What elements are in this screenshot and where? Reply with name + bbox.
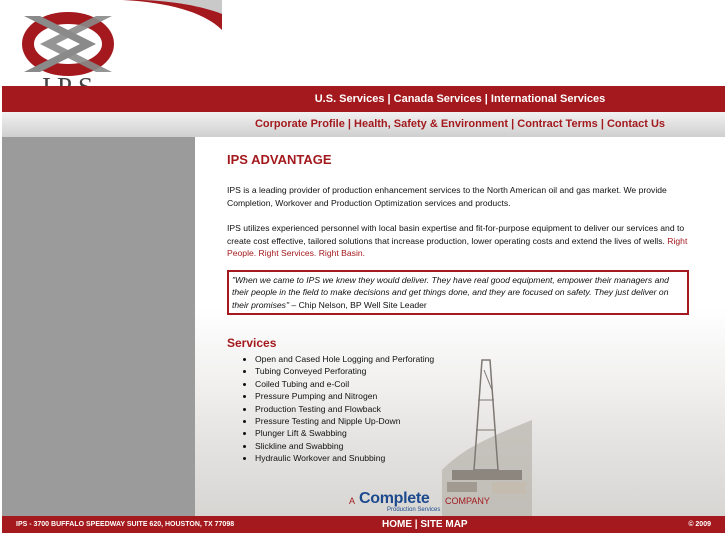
footer-sitemap-link[interactable]: SITE MAP	[420, 519, 468, 530]
quote-text: "When we came to IPS we knew they would deliver. They have real good equipment, empower their managers and their people in the field to make decisions and get things done, and they are focused on safety. They just deliver on their promises"	[232, 274, 669, 310]
list-item: • Pressure Testing and Nipple Up-Down	[255, 415, 689, 427]
page	[2, 0, 725, 533]
nav-international-services[interactable]: International Services	[490, 93, 606, 105]
list-item: • Hydraulic Workover and Snubbing	[255, 452, 689, 464]
nav-contract-terms[interactable]: Contract Terms	[517, 118, 598, 130]
footer	[2, 516, 725, 533]
list-item: • Open and Cased Hole Logging and Perforating	[255, 353, 689, 365]
nav-contact-us[interactable]: Contact Us	[606, 118, 666, 130]
nav-health-safety-environment[interactable]: Health, Safety & Environment	[354, 118, 509, 130]
list-item: • Pressure Pumping and Nitrogen	[255, 390, 689, 402]
list-item: • Coiled Tubing and e-Coil	[255, 378, 689, 390]
page-title: IPS ADVANTAGE	[227, 152, 332, 167]
intro-paragraph: IPS is a leading provider of production enhancement services to the North American oil and gas market. We provide Completion, Workover and Production Optimization services and products.	[227, 185, 667, 208]
nav-separator: |	[600, 118, 604, 130]
footer-links	[382, 516, 468, 533]
complete-subtitle: Production Services	[387, 507, 441, 513]
primary-nav	[2, 86, 725, 112]
services-list	[227, 353, 689, 465]
list-item: • Production Testing and Flowback	[255, 403, 689, 415]
nav-us-services[interactable]: U.S. Services	[314, 93, 385, 105]
expertise-text: IPS utilizes experienced personnel with local basin expertise and fit-for-purpose equipment to deliver our services and to create cost effective, tailored solutions that increase production, lower operating costs and extend the lives of wells.	[227, 223, 685, 246]
nav-separator: |	[387, 93, 391, 105]
secondary-nav	[2, 112, 725, 137]
footer-separator: |	[414, 519, 418, 530]
services-heading: Services	[227, 336, 277, 350]
complete-brand: Complete	[359, 490, 430, 507]
nav-separator: |	[347, 118, 351, 130]
tagline: Right People. Right Services. Right Basin.	[227, 235, 688, 258]
nav-canada-services[interactable]: Canada Services	[393, 93, 482, 105]
sidebar	[2, 137, 195, 516]
quote-attribution: – Chip Nelson, BP Well Site Leader	[289, 299, 427, 310]
nav-separator: |	[511, 118, 515, 130]
footer-home-link[interactable]: HOME	[382, 519, 412, 530]
nav-separator: |	[484, 93, 488, 105]
complete-suffix: COMPANY	[445, 496, 490, 506]
list-item: • Tubing Conveyed Perforating	[255, 365, 689, 377]
footer-copyright: © 2009	[688, 521, 711, 528]
expertise-paragraph	[227, 222, 689, 260]
list-item: • Plunger Lift & Swabbing	[255, 427, 689, 439]
header-swoosh-decoration	[122, 0, 222, 86]
ips-logo-icon	[20, 8, 130, 80]
complete-prefix: A	[349, 496, 356, 506]
main-content	[227, 137, 689, 465]
list-item: • Slickline and Swabbing	[255, 440, 689, 452]
footer-address: IPS - 3700 BUFFALO SPEEDWAY SUITE 620, HOUSTON, TX 77098	[16, 521, 235, 528]
header-top	[195, 0, 725, 86]
testimonial-quote	[227, 270, 689, 316]
nav-corporate-profile[interactable]: Corporate Profile	[254, 118, 345, 130]
